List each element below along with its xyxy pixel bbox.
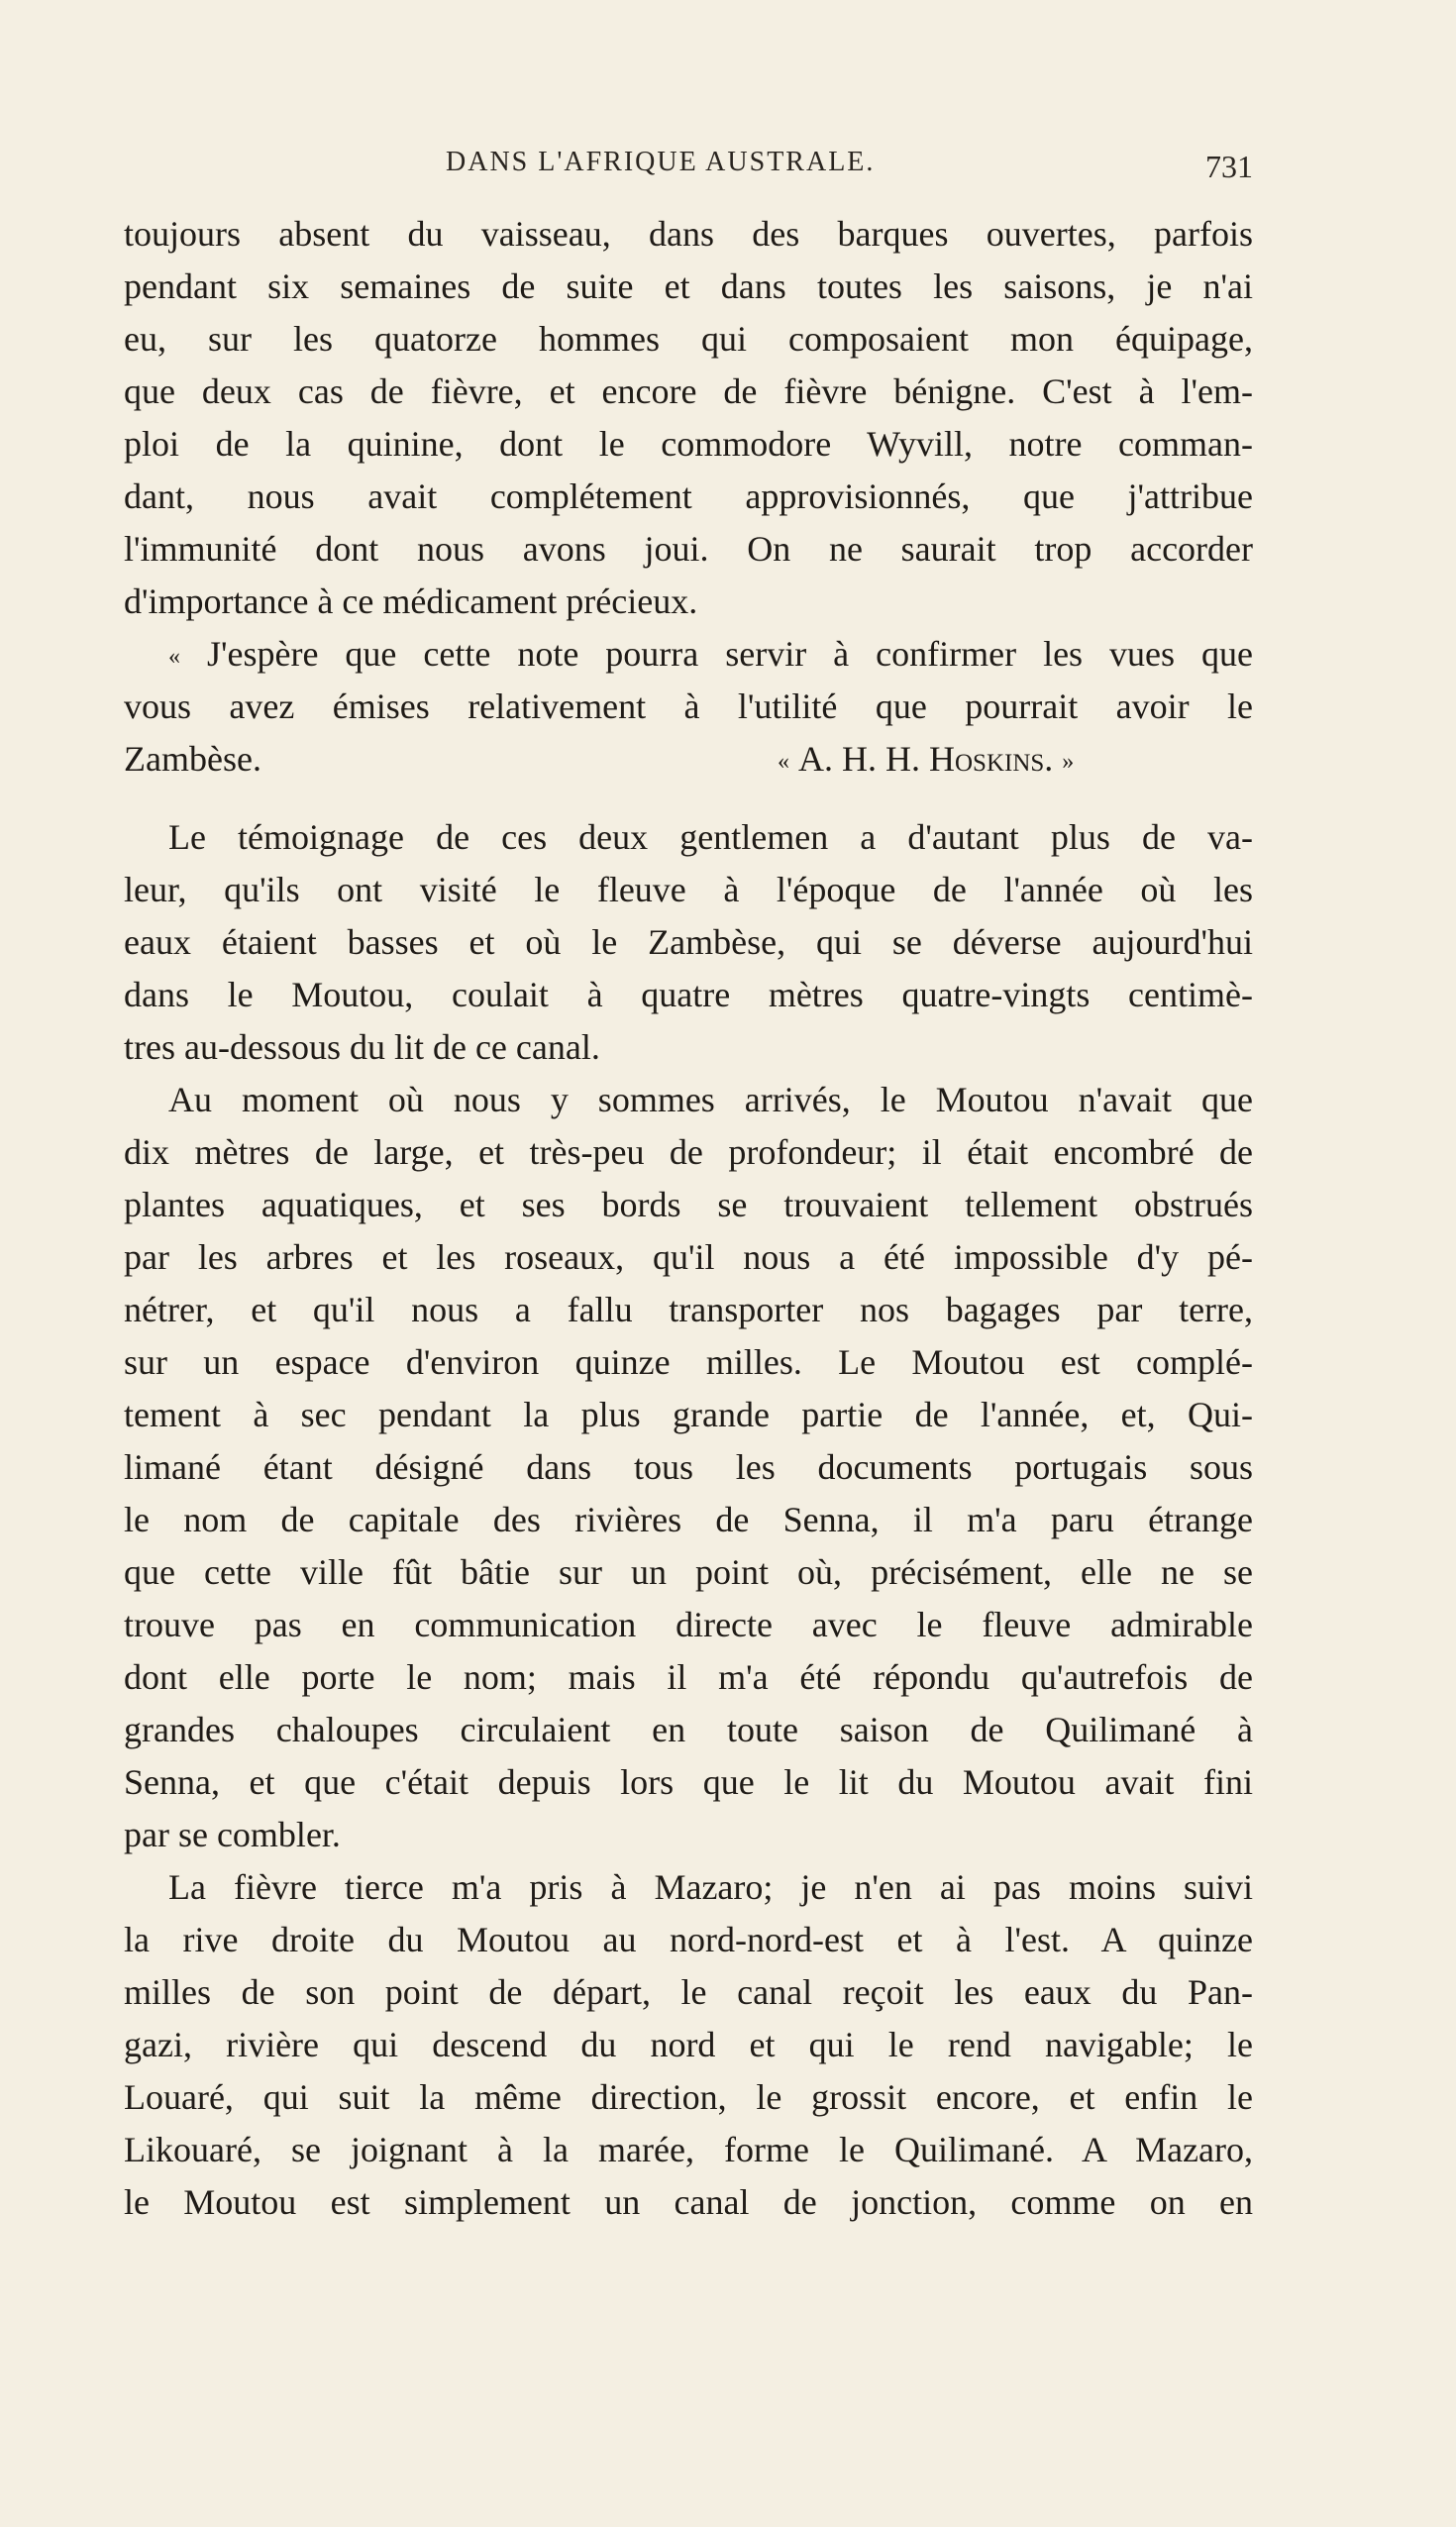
text-line: que cette ville fût bâtie sur un point où, précisément, elle ne se: [124, 1552, 1253, 1592]
text-line: trouve pas en communication directe avec le fleuve admirable: [124, 1605, 1253, 1644]
body-text: [124, 208, 1253, 2229]
text-line: leur, qu'ils ont visité le fleuve à l'époque de l'année où les: [124, 870, 1253, 909]
signature-close-mark: »: [1062, 749, 1075, 775]
quote-line-text: J'espère que cette note pourra servir à confirmer les vues que: [207, 634, 1253, 674]
text-line: le Moutou est simplement un canal de jonction, comme on en: [124, 2182, 1253, 2222]
text-line: limané étant désigné dans tous les documents portugais sous: [124, 1447, 1253, 1487]
text-line: ploi de la quinine, dont le commodore Wyvill, notre comman-: [124, 424, 1253, 464]
text-line: milles de son point de départ, le canal reçoit les eaux du Pan-: [124, 1972, 1253, 2012]
signature-open-mark: «: [778, 749, 789, 775]
text-line: grandes chaloupes circulaient en toute saison de Quilimané à: [124, 1710, 1253, 1749]
text-line: Le témoignage de ces deux gentlemen a d'autant plus de va-: [168, 817, 1253, 857]
text-line: le nom de capitale des rivières de Senna, il m'a paru étrange: [124, 1500, 1253, 1539]
text-line: dant, nous avait complétement approvisionnés, que j'attribue: [124, 476, 1253, 516]
signature: [778, 733, 1074, 789]
text-line: eaux étaient basses et où le Zambèse, qui se déverse aujourd'hui: [124, 922, 1253, 962]
text-line: Au moment où nous y sommes arrivés, le Moutou n'avait que: [168, 1080, 1253, 1119]
running-title: DANS L'AFRIQUE AUSTRALE.: [446, 147, 876, 177]
text-line: que deux cas de fièvre, et encore de fièvre bénigne. C'est à l'em-: [124, 371, 1253, 411]
text-line: la rive droite du Moutou au nord-nord-est et à l'est. A quinze: [124, 1920, 1253, 1959]
text-line: l'immunité dont nous avons joui. On ne saurait trop accorder: [124, 529, 1253, 569]
open-quote-mark: «: [168, 644, 180, 670]
page-header: [124, 147, 1253, 196]
text-line: tres au-dessous du lit de ce canal.: [124, 1027, 600, 1067]
text-line: gazi, rivière qui descend du nord et qui le rend navigable; le: [124, 2025, 1253, 2064]
text-line: La fièvre tierce m'a pris à Mazaro; je n'en ai pas moins suivi: [168, 1867, 1253, 1907]
text-line: pendant six semaines de suite et dans toutes les saisons, je n'ai: [124, 266, 1253, 306]
text-line: dix mètres de large, et très-peu de profondeur; il était encombré de: [124, 1132, 1253, 1172]
page-number: 731: [1205, 149, 1253, 184]
text-line: par les arbres et les roseaux, qu'il nous a été impossible d'y pé-: [124, 1237, 1253, 1277]
text-line: par se combler.: [124, 1815, 341, 1854]
text-line: nétrer, et qu'il nous a fallu transporter nos bagages par terre,: [124, 1290, 1253, 1329]
text-line: Senna, et que c'était depuis lors que le lit du Moutou avait fini: [124, 1762, 1253, 1802]
quote-line: [124, 628, 1253, 681]
text-line: d'importance à ce médicament précieux.: [124, 581, 698, 621]
text-line: tement à sec pendant la plus grande partie de l'année, et, Qui-: [124, 1395, 1253, 1434]
text-line: dont elle porte le nom; mais il m'a été répondu qu'autrefois de: [124, 1657, 1253, 1697]
text-line: Louaré, qui suit la même direction, le grossit encore, et enfin le: [124, 2077, 1253, 2117]
signature-line: [124, 733, 1253, 786]
text-line: dans le Moutou, coulait à quatre mètres quatre-vingts centimè-: [124, 975, 1253, 1014]
text-line: Likouaré, se joignant à la marée, forme le Quilimané. A Mazaro,: [124, 2130, 1253, 2169]
text-line: eu, sur les quatorze hommes qui composaient mon équipage,: [124, 319, 1253, 359]
text-line: vous avez émises relativement à l'utilité que pourrait avoir le: [124, 686, 1253, 726]
text-line: plantes aquatiques, et ses bords se trouvaient tellement obstrués: [124, 1185, 1253, 1224]
text-line: toujours absent du vaisseau, dans des barques ouvertes, parfois: [124, 214, 1253, 254]
signature-name: A. H. H. Hoskins.: [798, 739, 1054, 779]
text-line: sur un espace d'environ quinze milles. Le Moutou est complé-: [124, 1342, 1253, 1382]
signature-line-start: Zambèse.: [124, 739, 261, 779]
paragraph-gap: [124, 786, 1253, 811]
